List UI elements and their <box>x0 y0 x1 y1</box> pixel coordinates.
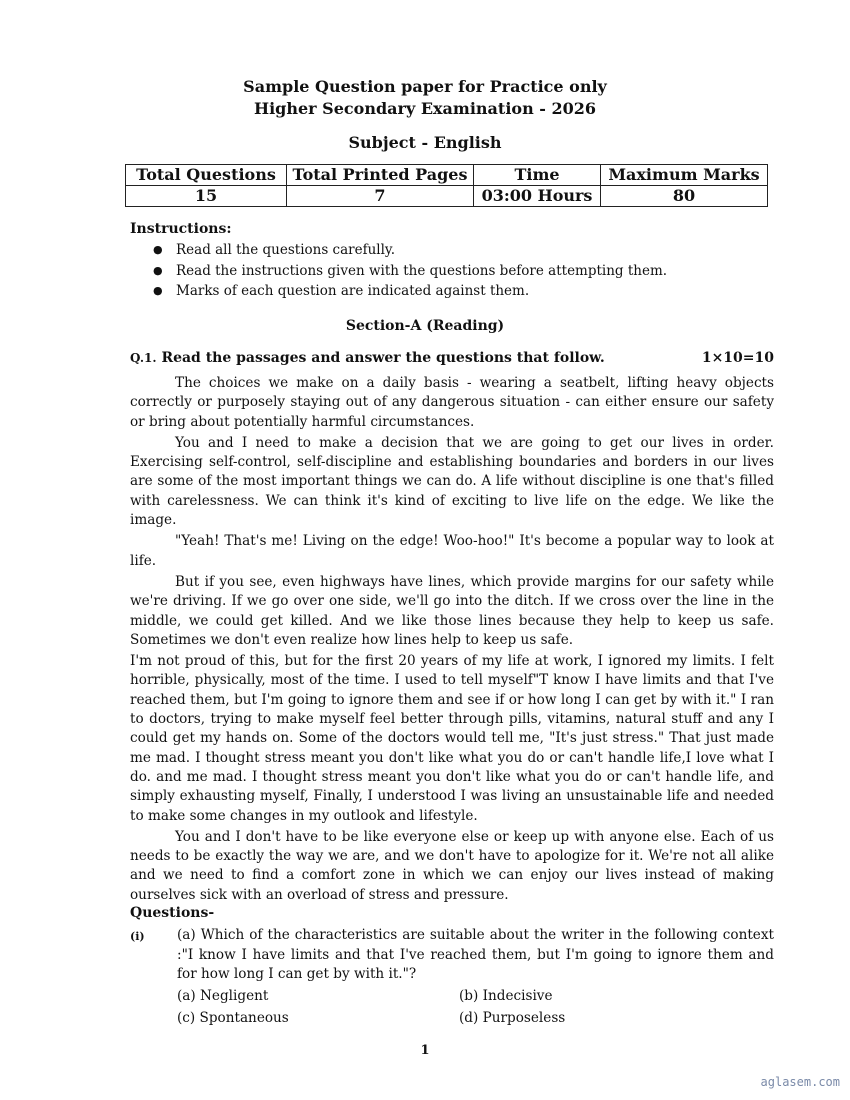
value-time: 03:00 Hours <box>474 186 601 207</box>
exam-title: Higher Secondary Examination - 2026 <box>253 99 597 118</box>
reading-passage <box>130 374 774 905</box>
watermark: aglasem.com <box>760 1075 840 1089</box>
header-total-questions: Total Questions <box>126 165 287 186</box>
instruction-item: ● Read all the questions carefully. <box>130 240 770 261</box>
passage-paragraph: "Yeah! That's me! Living on the edge! Woo-hoo!" It's become a popular way to look at life. <box>130 533 774 569</box>
value-total-pages: 7 <box>287 186 474 207</box>
passage-paragraph: You and I need to make a decision that we are going to get our lives in order. Exercising self-control, self-discipline and establishing boundaries and borders in our lives are some of the most important things we can do. A life without discipline is one that's filled with carelessness. We can think it's kind of exciting to live life on the edge. We like the image. <box>130 434 774 529</box>
question-text: Read the passages and answer the questions that follow. <box>161 350 605 366</box>
question-1-heading <box>130 350 774 366</box>
paper-title: Sample Question paper for Practice only <box>243 77 607 96</box>
sub-question-label: (i) <box>130 930 145 943</box>
exam-info-table <box>125 164 768 207</box>
header-total-pages: Total Printed Pages <box>287 165 474 186</box>
section-title: Section-A (Reading) <box>345 318 505 334</box>
passage-paragraph: But if you see, even highways have lines, which provide margins for our safety while we're driving. If we go over one side, we'll go into the ditch. If we cross over the line in the middle, we could get killed. And we like those lines because they help to keep us safe. Sometimes we don't even realize how lines help to keep us safe. <box>130 573 774 648</box>
question-marks: 1×10=10 <box>701 350 774 366</box>
subject-title: Subject - English <box>348 133 502 152</box>
passage-paragraph: You and I don't have to be like everyone else or keep up with anyone else. Each of us needs to be exactly the way we are, and we don't have to apologize for it. We're not all alike and we need to find a comfort zone in which we can enjoy our lives instead of making ourselves sick with an overload of stress and pressure. <box>130 828 774 903</box>
option-c: (c) Spontaneous <box>177 1010 289 1026</box>
passage-paragraph: The choices we make on a daily basis - wearing a seatbelt, lifting heavy objects correctly or purposely staying out of any dangerous situation - can either ensure our safety or bring about potentially harmful circumstances. <box>130 375 774 430</box>
value-total-questions: 15 <box>126 186 287 207</box>
header-max-marks: Maximum Marks <box>601 165 768 186</box>
instruction-item: ● Read the instructions given with the questions before attempting them. <box>130 261 770 282</box>
instructions-title: Instructions: <box>130 221 232 237</box>
sub-question-text: (a) Which of the characteristics are suitable about the writer in the following context :"I know I have limits and that I've reached them, but I'm going to ignore them and for how long I can get by with it."? <box>177 927 774 982</box>
passage-paragraph: I'm not proud of this, but for the first 20 years of my life at work, I ignored my limits. I felt horrible, physically, most of the time. I used to tell myself"T know I have limits and that I've reached them, but I'm going to ignore them and see if or how long I can get by with it." I ran to doctors, trying to make myself feel better through pills, vitamins, natural stuff and any I could get my hands on. Some of the doctors would tell me, "It's just stress." That just made me mad. I thought stress meant you don't like what you do or can't handle life,I love what I do. and me mad. I thought stress meant you don't like what you do or can't handle life, and simply exhausting myself, Finally, I understood I was living an unsustainable life and needed to make some changes in my outlook and lifestyle. <box>130 653 774 824</box>
option-b: (b) Indecisive <box>459 988 553 1004</box>
instruction-item: ● Marks of each question are indicated against them. <box>130 281 770 302</box>
info-value-row <box>126 186 768 207</box>
instructions-list <box>130 240 770 302</box>
question-number: Q.1. <box>130 351 157 365</box>
value-max-marks: 80 <box>601 186 768 207</box>
option-a: (a) Negligent <box>177 988 269 1004</box>
page-number: 1 <box>420 1043 430 1058</box>
header-time: Time <box>474 165 601 186</box>
option-d: (d) Purposeless <box>459 1010 566 1026</box>
info-header-row <box>126 165 768 186</box>
questions-heading: Questions- <box>130 905 215 921</box>
